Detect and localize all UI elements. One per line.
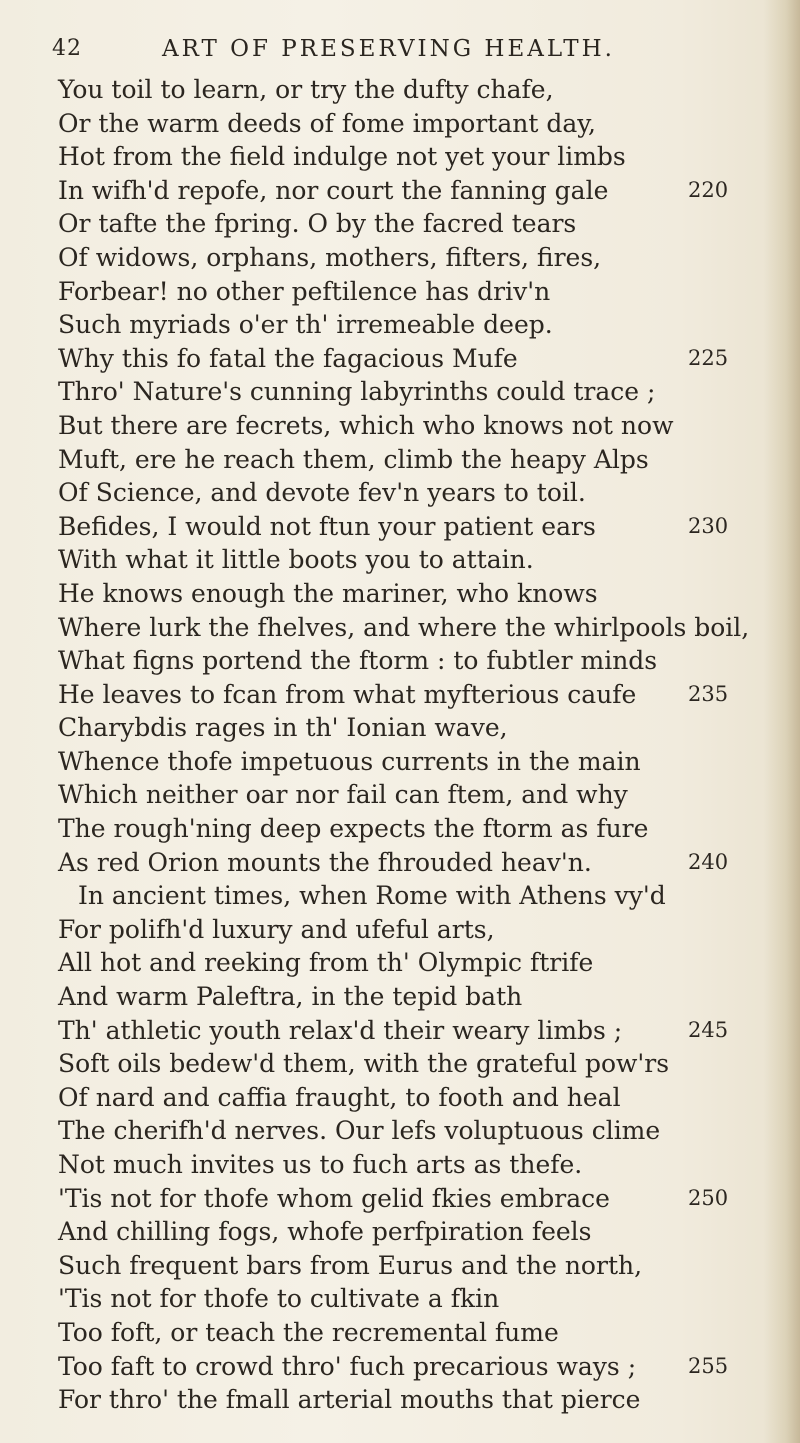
verse-line-text: Of widows, orphans, mothers, fifters, fires, (58, 242, 602, 272)
verse-line (58, 1282, 778, 1316)
line-number: 240 (688, 849, 729, 874)
verse-line-text: Of Science, and devote fev'n years to toil. (58, 478, 586, 508)
page-number: 42 (52, 36, 82, 61)
line-number: 220 (688, 177, 729, 202)
verse-text-block (58, 73, 778, 1417)
verse-line (58, 1182, 778, 1216)
verse-line (58, 745, 778, 779)
verse-line-text: Too faft to crowd thro' fuch precarious ways ; (58, 1351, 637, 1381)
verse-line (58, 1014, 778, 1048)
verse-line-text: Befides, I would not ftun your patient ears (58, 511, 596, 541)
verse-line (58, 476, 778, 510)
verse-line-text: He knows enough the mariner, who knows (58, 578, 598, 608)
verse-line-text: Hot from the field indulge not yet your limbs (58, 142, 626, 172)
line-number: 225 (688, 345, 729, 370)
verse-line-text: In wifh'd repofe, nor court the fanning gale (58, 175, 609, 205)
verse-line (58, 1249, 778, 1283)
verse-line-text: Of nard and caffia fraught, to footh and heal (58, 1082, 621, 1112)
verse-line-text: Not much invites us to fuch arts as thefe. (58, 1150, 583, 1179)
verse-line (58, 207, 778, 241)
verse-line-text: For thro' the fmall arterial mouths that pierce (58, 1385, 641, 1415)
verse-line-text: You toil to learn, or try the dufty chafe, (58, 75, 554, 104)
verse-line-text: The rough'ning deep expects the ftorm as fure (58, 814, 649, 844)
verse-line (58, 140, 778, 174)
verse-line (58, 879, 778, 913)
verse-line (58, 1081, 778, 1115)
verse-line-text: Muft, ere he reach them, climb the heapy Alps (58, 444, 649, 474)
verse-line (58, 241, 778, 275)
verse-line-text: Charybdis rages in th' Ionian wave, (58, 713, 508, 743)
verse-line-text: Why this fo fatal the fagacious Mufe (58, 343, 518, 373)
verse-line (58, 342, 778, 376)
verse-line-text: Such myriads o'er th' irremeable deep. (58, 310, 553, 340)
verse-line (58, 1383, 778, 1417)
verse-line-text: Too foft, or teach the recremental fume (58, 1317, 559, 1347)
verse-line (58, 711, 778, 745)
verse-line (58, 980, 778, 1014)
verse-line-text: Th' athletic youth relax'd their weary limbs ; (58, 1015, 623, 1045)
verse-line-text: With what it little boots you to attain. (58, 545, 534, 575)
verse-line (58, 644, 778, 678)
verse-line (58, 778, 778, 812)
verse-line (58, 577, 778, 611)
line-number: 255 (688, 1353, 729, 1378)
verse-line-text: Where lurk the fhelves, and where the whirlpools boil, (58, 612, 750, 642)
verse-line (58, 678, 778, 712)
verse-line (58, 812, 778, 846)
verse-line-text: Soft oils bedew'd them, with the grateful pow'rs (58, 1049, 670, 1079)
verse-line-text: All hot and reeking from th' Olympic ftrife (58, 948, 594, 978)
verse-line-text: What figns portend the ftorm : to fubtler minds (58, 646, 658, 676)
verse-line (58, 611, 778, 645)
verse-line-text: Thro' Nature's cunning labyrinths could trace ; (58, 377, 656, 407)
verse-line-text: Which neither oar nor fail can ftem, and why (58, 780, 628, 810)
running-head: ART OF PRESERVING HEALTH. (162, 36, 615, 62)
verse-line (58, 1047, 778, 1081)
verse-line (58, 846, 778, 880)
verse-line (58, 275, 778, 309)
verse-line (58, 510, 778, 544)
verse-line (58, 409, 778, 443)
verse-line (58, 308, 778, 342)
verse-line-text: And chilling fogs, whofe perfpiration feels (58, 1217, 592, 1247)
verse-line (58, 73, 778, 107)
verse-line-text: For polifh'd luxury and ufeful arts, (58, 914, 495, 944)
verse-line (58, 443, 778, 477)
verse-line (58, 1114, 778, 1148)
verse-line (58, 107, 778, 141)
verse-line (58, 913, 778, 947)
verse-line-text: Whence thofe impetuous currents in the main (58, 746, 641, 776)
verse-line-text: He leaves to fcan from what myfterious caufe (58, 679, 637, 709)
verse-line-text: Or tafte the fpring. O by the facred tears (58, 209, 577, 239)
page-header (52, 34, 752, 70)
line-number: 250 (688, 1185, 729, 1210)
verse-line (58, 1148, 778, 1182)
verse-line (58, 375, 778, 409)
verse-line-text: 'Tis not for thofe to cultivate a fkin (58, 1284, 500, 1314)
verse-line-text: Or the warm deeds of fome important day, (58, 108, 596, 138)
verse-line-text: And warm Paleftra, in the tepid bath (58, 982, 523, 1012)
verse-line (58, 1215, 778, 1249)
verse-line-text: As red Orion mounts the fhrouded heav'n. (58, 847, 592, 877)
line-number: 230 (688, 513, 729, 538)
verse-line (58, 1316, 778, 1350)
line-number: 245 (688, 1017, 729, 1042)
verse-line (58, 1350, 778, 1384)
verse-line-text: Such frequent bars from Eurus and the north, (58, 1250, 643, 1280)
line-number: 235 (688, 681, 729, 706)
verse-line (58, 543, 778, 577)
verse-line-text: 'Tis not for thofe whom gelid fkies embrace (58, 1183, 610, 1213)
verse-line-text: The cherifh'd nerves. Our lefs voluptuous clime (58, 1116, 661, 1146)
verse-line-text: Forbear! no other peftilence has driv'n (58, 276, 551, 306)
verse-line-text: In ancient times, when Rome with Athens vy'd (78, 881, 666, 911)
verse-line (58, 174, 778, 208)
verse-line-text: But there are fecrets, which who knows not now (58, 410, 674, 440)
verse-line (58, 946, 778, 980)
